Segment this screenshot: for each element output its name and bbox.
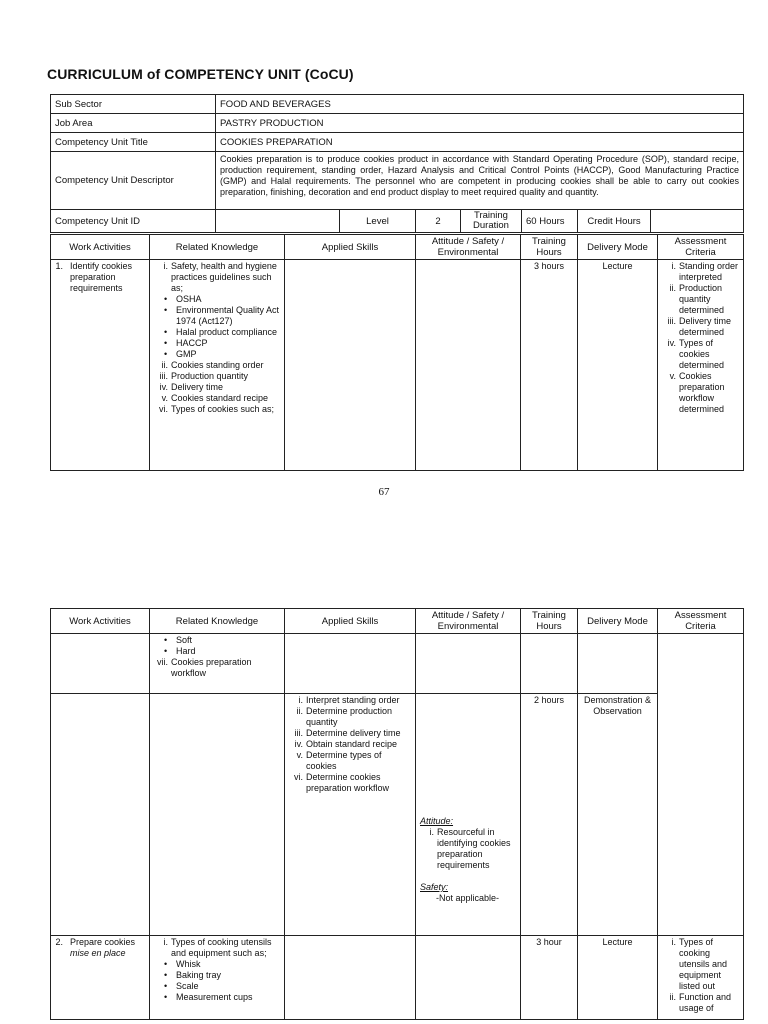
sub-sector-label: Sub Sector <box>51 95 216 114</box>
descriptor-value: Cookies preparation is to produce cookies product in accordance with Standard Operating Procedure (SOP), standard recipe, production requirement, standing order, Hazard Analysis and Critical Control Points (HACCP), Good Manufacturing Practice (GMP) and Halal requirements. The personnel who are competent in producing cookies shall be able to carry out cookies preparation, finishing, decoration and end product display to meet required quality and quantity. <box>216 152 744 210</box>
delivery-mode-2: Lecture <box>578 936 658 1020</box>
unit-title-value: COOKIES PREPARATION <box>216 133 744 152</box>
work-activity-1: 1. Identify cookies preparation requirements <box>51 260 150 471</box>
level-value: 2 <box>416 210 461 233</box>
header-related-knowledge: Related Knowledge <box>150 609 285 634</box>
list-item: ii. Function and usage of <box>669 992 732 1013</box>
header-assessment-criteria: Assessment Criteria <box>658 235 744 260</box>
attitude-cell-1 <box>416 260 521 471</box>
list-item: vi. Determine cookies preparation workflow <box>294 772 390 793</box>
list-item: i. Types of cooking utensils and equipment listed out <box>671 937 728 991</box>
list-item: i. Interpret standing order <box>298 695 400 705</box>
credit-hours-label: Credit Hours <box>578 210 651 233</box>
list-item: • Halal product compliance <box>164 327 278 337</box>
delivery-mode-skills: Demonstration & Observation <box>578 694 658 936</box>
list-item: iv. Delivery time <box>159 382 224 392</box>
job-area-value: PASTRY PRODUCTION <box>216 114 744 133</box>
list-item: ii. Cookies standing order <box>161 360 264 370</box>
safety-text: -Not applicable- <box>436 893 500 903</box>
competency-table-page-1 <box>50 234 744 471</box>
list-item: i. Standing order interpreted <box>671 261 739 282</box>
list-item: • GMP <box>164 349 197 359</box>
work-activity-cont <box>51 634 150 694</box>
credit-hours-value <box>651 210 744 233</box>
list-item: v. Cookies standard recipe <box>161 393 269 403</box>
list-item: iii. Determine delivery time <box>294 728 401 738</box>
header-training-hours: Training Hours <box>521 609 578 634</box>
descriptor-label: Competency Unit Descriptor <box>51 152 216 210</box>
training-duration-label: Training Duration <box>461 210 522 233</box>
attitude-safety-cell <box>416 694 521 936</box>
header-related-knowledge: Related Knowledge <box>150 235 285 260</box>
list-item: v. Cookies preparation workflow determined <box>669 371 725 414</box>
header-assessment-criteria: Assessment Criteria <box>658 609 744 634</box>
unit-id-label: Competency Unit ID <box>51 210 216 233</box>
competency-table-page-2 <box>50 608 744 1020</box>
delivery-mode-1: Lecture <box>578 260 658 471</box>
list-item: iii. Delivery time determined <box>667 316 732 337</box>
list-item: • HACCP <box>164 338 208 348</box>
related-knowledge-list-1 <box>150 260 285 471</box>
sub-sector-value: FOOD AND BEVERAGES <box>216 95 744 114</box>
assessment-criteria-cont <box>658 634 744 936</box>
unit-title-label: Competency Unit Title <box>51 133 216 152</box>
document-title: CURRICULUM of COMPETENCY UNIT (CoCU) <box>47 66 354 82</box>
list-item: i. Types of cooking utensils and equipment such as; <box>163 937 272 958</box>
list-item: • Scale <box>164 981 199 991</box>
list-item: iv. Types of cookies determined <box>667 338 725 370</box>
applied-skills-cell-1 <box>285 260 416 471</box>
list-item: • Hard <box>164 646 196 656</box>
header-work-activities: Work Activities <box>51 235 150 260</box>
list-item: • Environmental Quality Act 1974 (Act127) <box>164 305 280 326</box>
list-item: ii. Production quantity determined <box>669 283 725 315</box>
list-item: i. Safety, health and hygiene practices guidelines such as; <box>163 261 277 293</box>
list-item: iii. Production quantity <box>159 371 249 381</box>
list-item: v. Determine types of cookies <box>296 750 382 771</box>
training-hours-skills: 2 hours <box>521 694 578 936</box>
training-hours-2: 3 hour <box>521 936 578 1020</box>
list-item: ii. Determine production quantity <box>296 706 393 727</box>
list-item: vi. Types of cookies such as; <box>159 404 275 414</box>
list-item: i. Resourceful in identifying cookies preparation requirements <box>429 827 511 870</box>
list-item: • Whisk <box>164 959 201 969</box>
list-item: • Soft <box>164 635 193 645</box>
header-work-activities: Work Activities <box>51 609 150 634</box>
related-knowledge-list-2 <box>150 936 285 1020</box>
applied-skills-list <box>285 694 416 936</box>
training-hours-1: 3 hours <box>521 260 578 471</box>
list-item: • OSHA <box>164 294 202 304</box>
header-training-hours: Training Hours <box>521 235 578 260</box>
attitude-label: Attitude: <box>420 816 454 826</box>
list-item: • Measurement cups <box>164 992 253 1002</box>
work-activity-2: 2. Prepare cookies mise en place <box>51 936 150 1020</box>
page-number: 67 <box>378 486 390 498</box>
unit-info-table <box>50 94 744 233</box>
header-delivery-mode: Delivery Mode <box>578 235 658 260</box>
safety-label: Safety: <box>420 882 449 892</box>
job-area-label: Job Area <box>51 114 216 133</box>
list-item: iv. Obtain standard recipe <box>294 739 398 749</box>
assessment-criteria-list-2 <box>658 936 744 1020</box>
level-label: Level <box>340 210 416 233</box>
related-knowledge-cont <box>150 634 285 694</box>
header-applied-skills: Applied Skills <box>285 609 416 634</box>
unit-id-value <box>216 210 340 233</box>
header-applied-skills: Applied Skills <box>285 235 416 260</box>
assessment-criteria-list-1 <box>658 260 744 471</box>
header-attitude: Attitude / Safety / Environmental <box>416 609 521 634</box>
header-delivery-mode: Delivery Mode <box>578 609 658 634</box>
training-duration-value: 60 Hours <box>522 210 578 233</box>
list-item: • Baking tray <box>164 970 222 980</box>
list-item: vii. Cookies preparation workflow <box>157 657 252 678</box>
header-attitude: Attitude / Safety / Environmental <box>416 235 521 260</box>
